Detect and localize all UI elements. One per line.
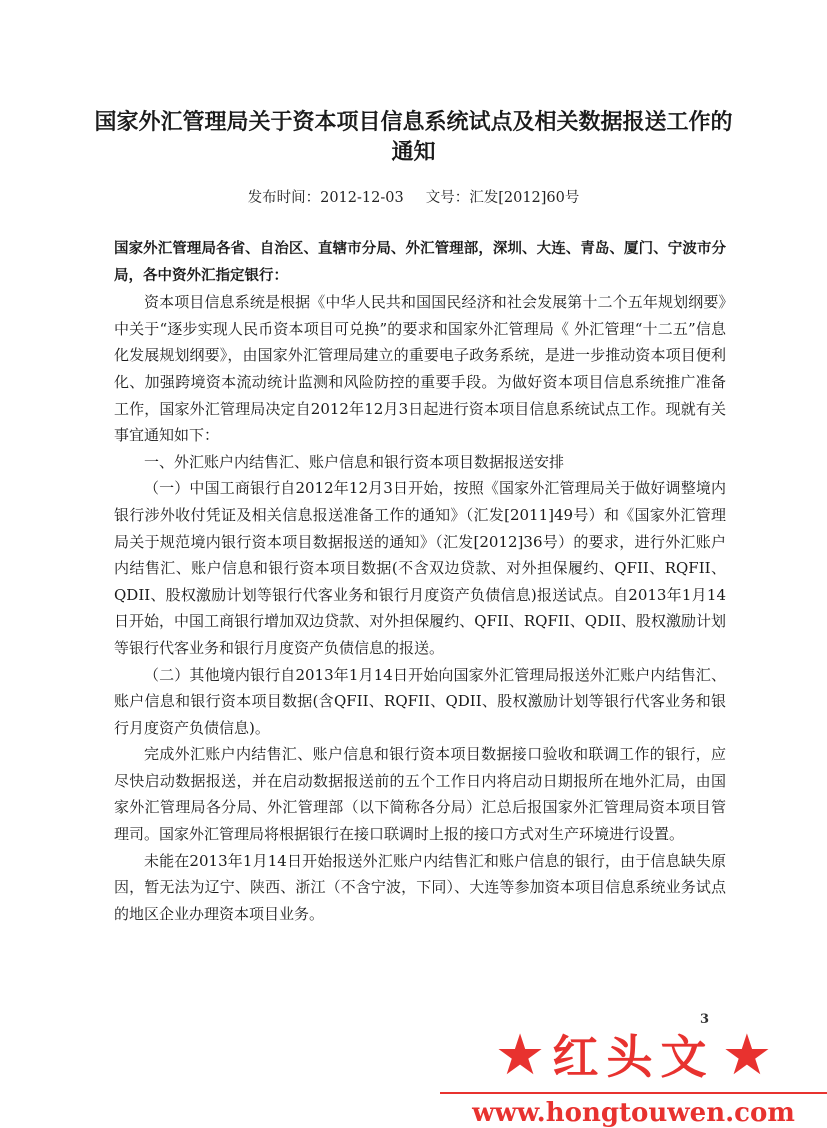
watermark bbox=[440, 1020, 827, 1128]
publish-date: 发布时间：2012-12-03 bbox=[247, 190, 404, 206]
paragraph-item-2: （二）其他境内银行自2013年1月14日开始向国家外汇管理局报送外汇账户内结售汇、账户信息和银行资本项目数据(含QFII、RQFII、QDII、股权激励计划等银行代客业务和银行月度资产负债信息)。 bbox=[114, 665, 726, 737]
watermark-url: www.hongtouwen.com bbox=[472, 1098, 795, 1128]
document-title: 国家外汇管理局关于资本项目信息系统试点及相关数据报送工作的通知 bbox=[94, 110, 733, 165]
watermark-text: 红头文 bbox=[552, 1030, 715, 1084]
watermark-banner bbox=[440, 1020, 827, 1088]
document-body bbox=[114, 236, 726, 927]
paragraph-item-1: （一）中国工商银行自2012年12月3日开始，按照《国家外汇管理局关于做好调整境内银行涉外收付凭证及相关信息报送准备工作的通知》（汇发[2011]49号）和《国家外汇管理局关于规范境内银行资本项目数据报送的通知》（汇发[2012]36号）的要求，进行外汇账户内结售汇、账户信息和银行资本项目数据(不含双边贷款、对外担保履约、QFII、RQFII、QDII、股权激励计划等银行代客业务和银行月度资产负债信息)报送试点。自2013年1月14日开始，中国工商银行增加双边贷款、对外担保履约、QFII、RQFII、QDII、股权激励计划等银行代客业务和银行月度资产负债信息的报送。 bbox=[114, 479, 726, 657]
watermark-divider bbox=[440, 1092, 827, 1094]
star-icon: ★ bbox=[724, 1024, 770, 1084]
star-icon: ★ bbox=[497, 1024, 543, 1084]
document-meta bbox=[0, 186, 827, 207]
section-heading-1: 一、外汇账户内结售汇、账户信息和银行资本项目数据报送安排 bbox=[144, 452, 565, 471]
doc-number: 文号：汇发[2012]60号 bbox=[425, 190, 580, 206]
page-number: 3 bbox=[700, 1012, 710, 1027]
paragraph-intro: 资本项目信息系统是根据《中华人民共和国国民经济和社会发展第十二个五年规划纲要》中关于“逐步实现人民币资本项目可兑换”的要求和国家外汇管理局《 外汇管理“十二五”信息化发展规划纲要》，由国家外汇管理局建立的重要电子政务系统，是进一步推动资本项目便利化、加强跨境资本流动统计监测和风险防控的重要手段。为做好资本项目信息系统推广准备工作，国家外汇管理局决定自2012年12月3日起进行资本项目信息系统试点工作。现就有关事宜通知如下： bbox=[114, 293, 726, 445]
paragraph-completion: 完成外汇账户内结售汇、账户信息和银行资本项目数据接口验收和联调工作的银行，应尽快启动数据报送，并在启动数据报送前的五个工作日内将启动日期报所在地外汇局，由国家外汇管理局各分局、外汇管理部（以下简称各分局）汇总后报国家外汇管理局资本项目管理司。国家外汇管理局将根据银行在接口联调时上报的接口方式对生产环境进行设置。 bbox=[114, 745, 726, 844]
addressee: 国家外汇管理局各省、自治区、直辖市分局、外汇管理部，深圳、大连、青岛、厦门、宁波市分局，各中资外汇指定银行： bbox=[114, 241, 726, 284]
paragraph-missing-info: 未能在2013年1月14日开始报送外汇账户内结售汇和账户信息的银行，由于信息缺失原因，暂无法为辽宁、陕西、浙江（不含宁波，下同）、大连等参加资本项目信息系统业务试点的地区企业办理资本项目业务。 bbox=[114, 851, 726, 923]
